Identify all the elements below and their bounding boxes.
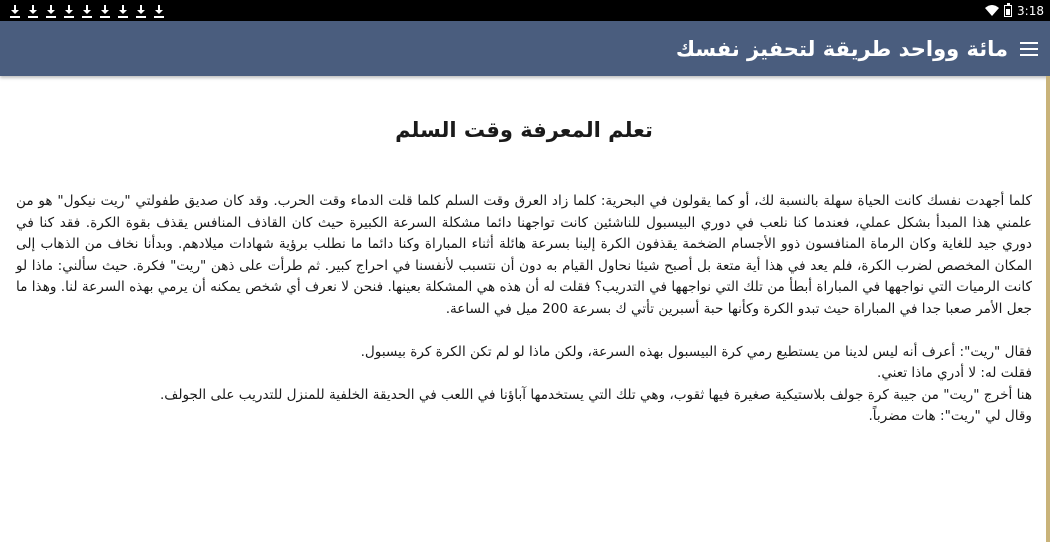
app-title: مائة وواحد طريقة لتحفيز نفسك xyxy=(675,36,1008,61)
download-notification-icon xyxy=(46,4,57,18)
download-notification-icon xyxy=(10,4,21,18)
download-notification-icon xyxy=(136,4,147,18)
dialogue-line: فقلت له: لا أدري ماذا تعني. xyxy=(877,365,1032,381)
menu-icon[interactable] xyxy=(1020,42,1038,56)
dialogue-line: وقال لي "ريت": هات مضرباً. xyxy=(868,408,1032,424)
dialogue-line: هنا أخرج "ريت" من جيبة كرة جولف بلاستيكية صغيرة فيها ثقوب، وهي تلك التي يستخدمها آباؤنا في اللعب في الحديقة الخلفية للمنزل للتدريب على الجولف. xyxy=(159,386,1032,403)
dialogue-block xyxy=(16,342,1032,428)
download-notification-icon xyxy=(64,4,75,18)
download-notification-icon xyxy=(82,4,93,18)
download-notification-icon xyxy=(154,4,165,18)
scroll-edge-accent xyxy=(1046,76,1050,542)
article-title: تعلم المعرفة وقت السلم xyxy=(395,118,653,142)
download-notification-icon xyxy=(118,4,129,18)
battery-icon xyxy=(1004,5,1012,17)
download-notification-icon xyxy=(28,4,39,18)
system-status xyxy=(985,4,1044,18)
app-bar xyxy=(0,21,1050,76)
status-bar xyxy=(0,0,1050,21)
notification-icons xyxy=(10,4,165,18)
clock: 3:18 xyxy=(1017,3,1044,18)
wifi-icon xyxy=(985,5,999,16)
dialogue-line: فقال "ريت": أعرف أنه ليس لدينا من يستطيع رمي كرة البيسبول بهذه السرعة، ولكن ماذا لو لم تكن الكرة كرة بيسبول. xyxy=(360,343,1032,360)
article-paragraph: كلما أجهدت نفسك كانت الحياة سهلة بالنسبة لك، أو كما يقولون في البحرية: كلما زاد العرق وقت السلم كلما قلت الدماء وقت الحرب. وقد كان صديق طفولتي "ريت نيكول" هو من علمني هذا المبدأ بشكل عملي، فعندما كنا نلعب في دوري البيسبول للناشئين كانت تواجهنا دائما مشكلة السرعة الكبيرة حيث كان القاذف المنافس يقذف بقوة الكرة. فقد كنا في دوري جيد للغاية وكان الرماة المنافسون ذوو الأجسام الضخمة يقذفون الكرة إلينا بسرعة هائلة أثناء المباراة وكنا دائما ما نطلب برؤية شهادات ميلادهم. وبدأنا نخاف من الذهاب إلى المكان المخصص لضرب الكرة، فلم يعد في هذا أية متعة بل أصبح شيئا نحاول القيام به دون أن نتسبب لأنفسنا في احراج كبير. ثم طرأت على ذهن "ريت" فكرة. حيث سألني: ماذا لو كانت الرميات التي نواجهها في المباراة أبطأ من تلك التي نواجهها في التدريب؟ فقلت له أن هذه هي المشكلة بعينها. فنحن لا نعرف أي شخص يمكنه أن يرمي بهذه السرعة لنا. وهذا ما جعل الأمر صعبا جدا في المباراة حيث تبدو الكرة وكأنها حبة أسبرين تأتي ك بسرعة 200 ميل في الساعة. xyxy=(16,193,1032,317)
download-notification-icon xyxy=(100,4,111,18)
article-content[interactable] xyxy=(0,76,1046,542)
article-body xyxy=(12,191,1036,428)
